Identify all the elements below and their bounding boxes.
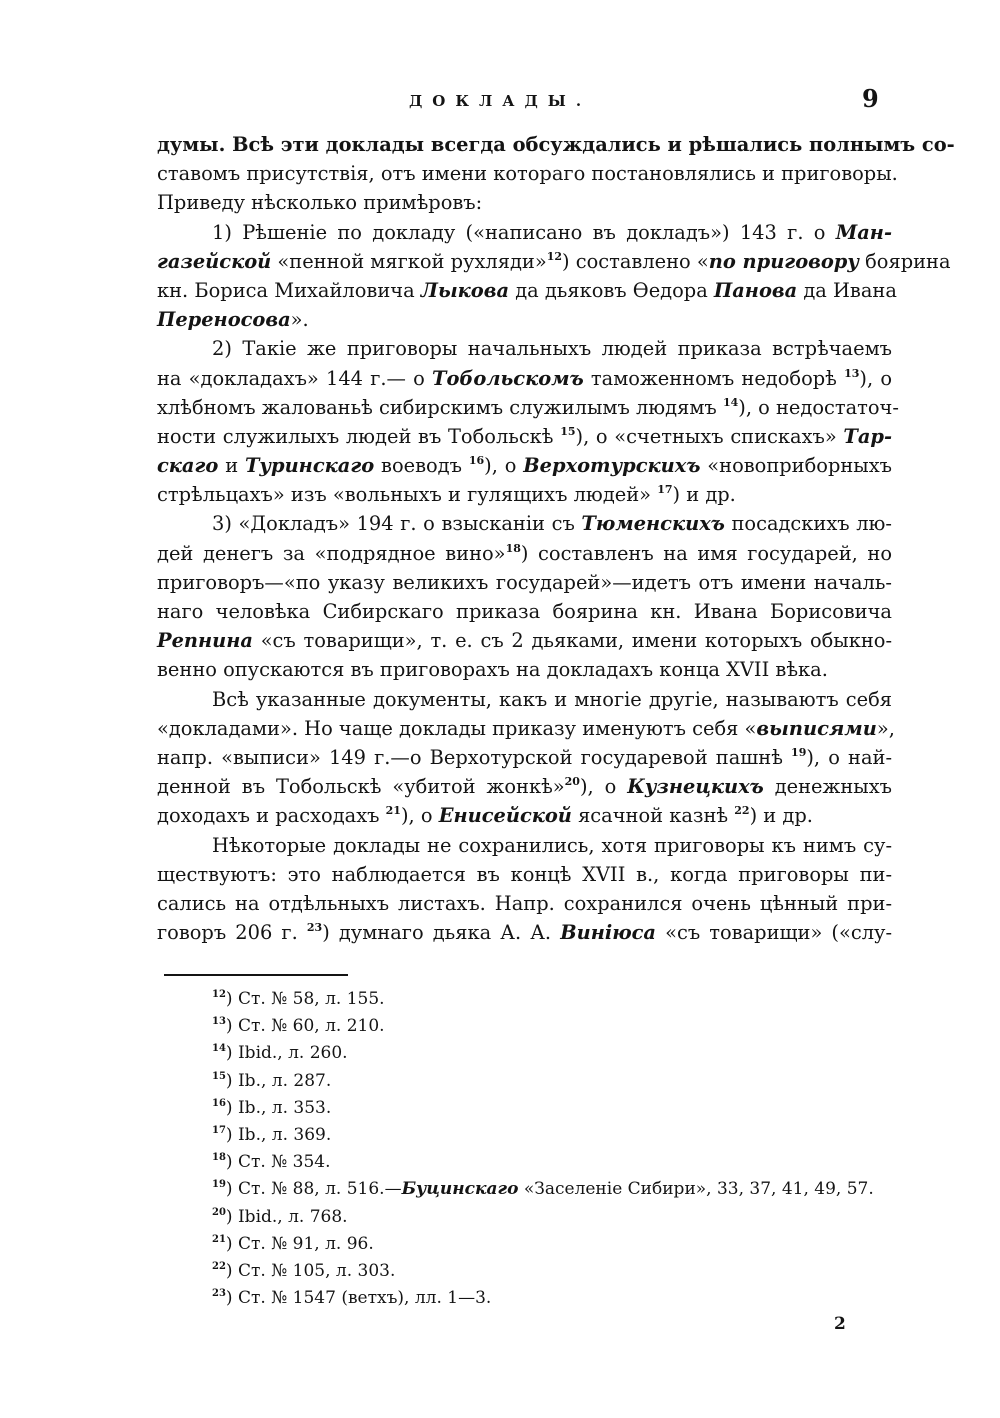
footnote-number: 21 <box>212 1233 226 1245</box>
text-run: денежныхъ <box>763 775 892 799</box>
text-run: напр. «выписи» 149 г.—о Верхотурской государевой пашнѣ <box>157 745 792 769</box>
footnote-ref: 20 <box>564 775 580 789</box>
footnote-number: 15 <box>212 1070 226 1082</box>
text-line <box>157 772 892 801</box>
signature-mark: 2 <box>834 1314 846 1334</box>
text-run: кн. Бориса Михайловича <box>157 278 421 302</box>
footnote-ref: 15 <box>560 424 576 438</box>
text-run: венно опускаются въ приговорахъ на докладахъ конца XVII вѣка. <box>157 658 828 682</box>
text-run: ) и др. <box>749 804 813 828</box>
text-run: ) составленъ на имя государей, но <box>520 541 892 565</box>
footnote-ref: 18 <box>505 541 521 555</box>
footnotes <box>212 986 932 1312</box>
text-run: «Заселеніе Сибири», 33, 37, 41, 49, 57. <box>518 1179 874 1200</box>
footnote-paren: ) <box>225 1260 238 1281</box>
text-run: ществуютъ: это наблюдается въ концѣ XVII в., когда приговоры пи- <box>157 862 892 886</box>
text-line <box>157 159 898 188</box>
text-run: на «докладахъ» 144 г.— о <box>157 366 433 390</box>
text-run: Ст. № 88, л. 516.— <box>237 1179 402 1200</box>
footnote-ref: 16 <box>468 454 485 468</box>
text-line <box>157 831 892 860</box>
text-run: Ст. № 91, л. 96. <box>237 1233 374 1254</box>
footnote-ref: 21 <box>385 804 401 818</box>
footnote-number: 17 <box>212 1124 226 1136</box>
text-run: Нѣкоторые доклады не сохранились, хотя приговоры къ нимъ су- <box>212 833 892 857</box>
footnote-paren: ) <box>225 1070 238 1091</box>
footnote-paren: ) <box>225 1179 238 1200</box>
text-run: хлѣбномъ жалованьѣ сибирскимъ служилымъ людямъ <box>157 395 723 419</box>
text-line <box>157 714 895 743</box>
text-run: и <box>218 454 245 478</box>
text-run: ) и др. <box>672 483 736 507</box>
text-run: ), о <box>579 775 628 799</box>
footnote-number: 14 <box>212 1043 226 1055</box>
italic-name: Тар- <box>843 424 892 448</box>
italic-name: Ман- <box>835 220 892 244</box>
text-run: Ст. № 60, л. 210. <box>237 1016 385 1037</box>
text-run: Ibid., л. 260. <box>237 1043 348 1064</box>
footnote <box>212 1095 932 1122</box>
italic-name: выписями <box>756 716 877 740</box>
footnote-paren: ) <box>225 1206 238 1227</box>
text-line <box>157 743 892 772</box>
text-run: «съ товарищи», т. е. съ 2 дьяками, имени которыхъ обыкно- <box>252 629 892 653</box>
italic-name: по приговору <box>708 249 859 273</box>
text-line <box>157 305 892 334</box>
text-line <box>157 188 892 217</box>
page-number: 9 <box>862 84 879 113</box>
footnote <box>212 1122 932 1149</box>
italic-name: Буцинскаго <box>401 1179 519 1200</box>
text-line <box>157 276 897 305</box>
text-run: говоръ 206 г. <box>157 921 307 945</box>
footnote-paren: ) <box>225 989 238 1009</box>
italic-name: Верхотурскихъ <box>523 454 701 478</box>
footnote-paren: ) <box>225 1152 238 1173</box>
text-run: думы. Всѣ эти доклады всегда обсуждались и рѣшались полнымъ со- <box>157 133 955 156</box>
text-run: Ст. № 1547 (ветхъ), лл. 1—3. <box>237 1288 492 1309</box>
text-line <box>157 685 892 714</box>
text-line <box>157 626 892 655</box>
footnote-paren: ) <box>225 1124 238 1145</box>
text-run: посадскихъ лю- <box>724 512 892 536</box>
footnote-ref: 13 <box>844 366 860 380</box>
text-run: ), о <box>484 454 524 478</box>
text-run: таможенномъ недоборѣ <box>583 366 845 390</box>
text-line <box>157 480 892 509</box>
footnote-ref: 12 <box>546 249 562 263</box>
footnote-paren: ) <box>225 1097 238 1118</box>
text-run: ), о «счетныхъ спискахъ» <box>575 424 844 448</box>
footnote-number: 19 <box>212 1179 226 1191</box>
footnote-ref: 14 <box>722 395 739 409</box>
text-line <box>157 422 892 451</box>
footnote <box>212 986 932 1013</box>
footnote-number: 16 <box>212 1097 226 1109</box>
text-run: ) составлено « <box>562 249 709 273</box>
text-line <box>157 451 892 480</box>
text-line <box>157 509 892 538</box>
text-line <box>157 597 892 626</box>
text-line <box>157 130 955 159</box>
text-run: стрѣльцахъ» изъ «вольныхъ и гулящихъ людей» <box>157 483 658 507</box>
text-run: «докладами». Но чаще доклады приказу именуютъ себя « <box>157 716 757 740</box>
footnote-number: 12 <box>212 989 226 1000</box>
text-line <box>157 801 892 830</box>
text-run: ности служилыхъ людей въ Тобольскѣ <box>157 424 561 448</box>
text-run: Ib., л. 287. <box>237 1070 332 1091</box>
text-run: ». <box>290 308 309 332</box>
italic-name: Тобольскомъ <box>432 366 584 390</box>
text-run: дей денегъ за «подрядное вино» <box>157 541 506 565</box>
footnote-number: 23 <box>212 1288 226 1300</box>
italic-name: Виніюса <box>560 921 656 945</box>
italic-name: Панова <box>713 278 798 302</box>
footnote <box>212 1285 932 1312</box>
text-run: наго человѣка Сибирскаго приказа боярина кн. Ивана Борисовича <box>157 600 892 623</box>
footnote-ref: 23 <box>306 921 323 935</box>
text-run: Ст. № 58, л. 155. <box>237 989 385 1009</box>
footnote-paren: ) <box>225 1043 238 1064</box>
text-run: «новоприборныхъ <box>700 454 892 478</box>
text-line <box>157 218 892 247</box>
text-run: Приведу нѣсколько примѣровъ: <box>157 191 483 215</box>
text-run: приговоръ—«по указу великихъ государей»—идетъ отъ имени началь- <box>157 570 892 594</box>
footnote-number: 18 <box>212 1152 226 1164</box>
text-run: Ст. № 105, л. 303. <box>237 1260 396 1281</box>
footnote <box>212 1176 932 1203</box>
text-line <box>157 247 951 276</box>
italic-name: Переносова <box>157 308 291 332</box>
text-line <box>157 539 892 568</box>
text-run: ), о <box>400 804 439 828</box>
body-text <box>157 130 955 947</box>
text-run: да дьяковъ Ѳедора <box>509 278 714 302</box>
text-line <box>157 364 892 393</box>
italic-name: Репнина <box>157 629 253 653</box>
text-run: денной въ Тобольскѣ «убитой жонкѣ» <box>157 775 565 799</box>
italic-name: скаго <box>157 454 219 478</box>
text-run: », <box>876 716 895 740</box>
footnote <box>212 1013 932 1040</box>
italic-name: Тюменскихъ <box>581 512 725 536</box>
text-run: Всѣ указанные документы, какъ и многіе другіе, называютъ себя <box>212 687 892 711</box>
footnote <box>212 1149 932 1176</box>
text-run: доходахъ и расходахъ <box>157 804 386 828</box>
text-run: сались на отдѣльныхъ листахъ. Напр. сохранился очень цѣнный при- <box>157 891 892 915</box>
text-run: боярина <box>858 249 951 273</box>
footnote-ref: 17 <box>657 483 673 497</box>
text-run: 2) Такіе же приговоры начальныхъ людей приказа встрѣчаемъ <box>212 337 892 361</box>
text-line <box>157 334 892 363</box>
text-run: ), о най- <box>806 745 892 769</box>
footnote <box>212 1258 932 1285</box>
text-line <box>157 918 892 947</box>
footnote-number: 22 <box>212 1260 226 1272</box>
text-run: Ibid., л. 768. <box>237 1206 348 1227</box>
text-run: ) думнаго дьяка А. А. <box>322 921 561 945</box>
footnote-paren: ) <box>225 1233 238 1254</box>
text-line <box>157 889 892 918</box>
text-run: Ib., л. 369. <box>237 1124 332 1145</box>
footnote-paren: ) <box>225 1016 238 1037</box>
text-run: «пенной мягкой рухляди» <box>271 249 547 273</box>
text-run: ), о <box>859 366 892 390</box>
text-run: 3) «Докладъ» 194 г. о взысканіи съ <box>212 512 582 536</box>
footnote <box>212 1231 932 1258</box>
italic-name: Лыкова <box>420 278 510 302</box>
footnote-ref: 19 <box>791 745 807 759</box>
footnote <box>212 1068 932 1095</box>
text-run: ясачной казнѣ <box>571 804 735 828</box>
running-title: ДОКЛАДЫ. <box>408 92 592 110</box>
footnote <box>212 1040 932 1067</box>
text-run: Ст. № 354. <box>237 1152 331 1173</box>
footnote-number: 13 <box>212 1016 226 1028</box>
text-run: «съ товарищи» («слу- <box>655 921 892 945</box>
footnote-rule <box>164 974 348 976</box>
text-line <box>157 655 892 684</box>
footnote <box>212 1204 932 1231</box>
text-line <box>157 568 892 597</box>
footnote-paren: ) <box>225 1288 238 1309</box>
text-run: 1) Рѣшеніе по докладу («написано въ докладъ») 143 г. о <box>212 220 836 244</box>
text-run: Ib., л. 353. <box>237 1097 332 1118</box>
text-run: ставомъ присутствія, отъ имени котораго постановлялись и приговоры. <box>157 162 898 186</box>
italic-name: Туринскаго <box>245 454 375 478</box>
text-line <box>157 860 892 889</box>
text-run: да Ивана <box>797 278 897 302</box>
footnote-number: 20 <box>212 1206 226 1218</box>
italic-name: Енисейской <box>438 804 572 828</box>
italic-name: газейской <box>157 249 272 273</box>
text-line <box>157 393 899 422</box>
text-run: ), о недостаточ- <box>738 395 899 419</box>
footnote-ref: 22 <box>734 804 750 818</box>
italic-name: Кузнецкихъ <box>627 775 764 799</box>
text-run: воеводъ <box>374 454 469 478</box>
